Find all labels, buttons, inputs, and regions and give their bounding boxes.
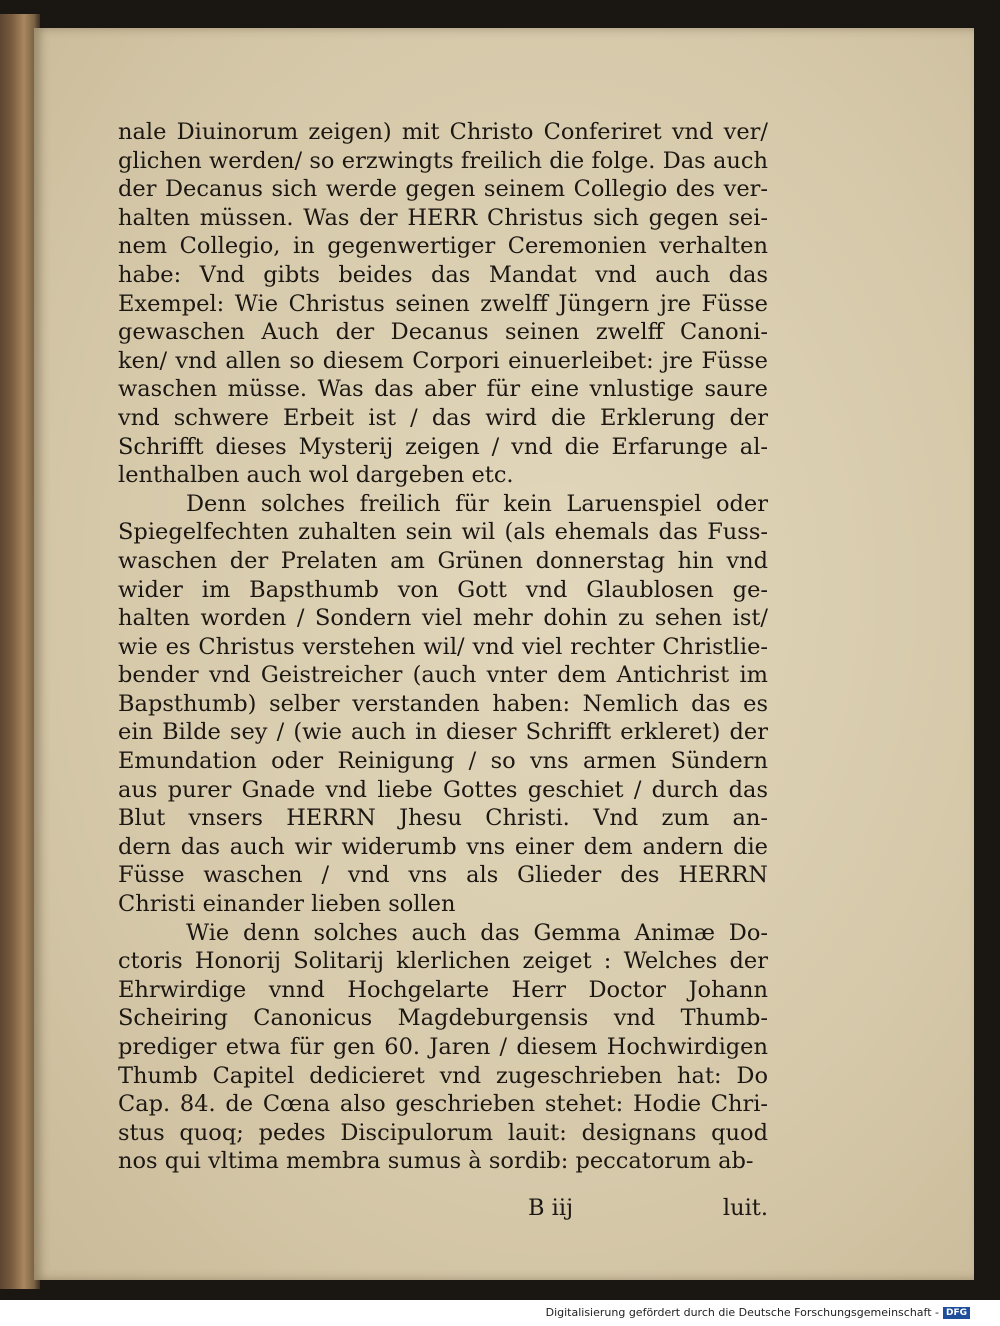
catchword: luit. [722, 1195, 768, 1221]
text-line: aus purer Gnade vnd liebe Gottes geschiet / durch das [118, 776, 768, 803]
text-line: Schrifft dieses Mysterij zeigen / vnd die Erfarunge al- [118, 433, 768, 460]
text-line: Ehrwirdige vnnd Hochgelarte Herr Doctor Johann [118, 976, 768, 1003]
text-line: Christi einander lieben sollen [118, 891, 456, 918]
text-line: Scheiring Canonicus Magdeburgensis vnd Thumb- [118, 1005, 768, 1032]
text-line: Thumb Capitel dedicieret vnd zugeschrieben hat: Do [118, 1062, 768, 1089]
text-line: halten müssen. Was der HERR Christus sich gegen sei- [118, 204, 768, 231]
text-line: habe: Vnd gibts beides das Mandat vnd auch das [118, 261, 768, 288]
page-text [118, 118, 768, 1176]
book-page [34, 28, 974, 1280]
text-line: ctoris Honorij Solitarij klerlichen zeiget : Welches der [118, 948, 768, 975]
text-line: nale Diuinorum zeigen) mit Christo Conferiret vnd ver/ [118, 119, 768, 145]
page-footer [118, 1195, 768, 1225]
text-line: Spiegelfechten zuhalten sein wil (als ehemals das Fuss- [118, 519, 768, 546]
text-line: wie es Christus verstehen wil/ vnd viel rechter Christlie- [118, 633, 768, 660]
text-line: waschen der Prelaten am Grünen donnerstag hin vnd [118, 547, 768, 574]
text-line: Denn solches freilich für kein Laruenspiel oder [186, 490, 768, 517]
text-line: Wie denn solches auch das Gemma Animæ Do- [186, 919, 768, 946]
text-line: ken/ vnd allen so diesem Corpori einuerleibet: jre Füsse [118, 347, 768, 374]
text-line: glichen werden/ so erzwingts freilich die folge. Das auch [118, 147, 768, 174]
dfg-logo: DFG [943, 1307, 970, 1319]
digitization-credit [546, 1306, 970, 1319]
text-line: halten worden / Sondern viel mehr dohin zu sehen ist/ [118, 605, 768, 632]
text-line: ein Bilde sey / (wie auch in dieser Schrifft erkleret) der [118, 719, 768, 746]
text-line: Blut vnsers HERRN Jhesu Christi. Vnd zum an- [118, 805, 768, 832]
text-line: lenthalben auch wol dargeben etc. [118, 462, 514, 489]
text-line: nos qui vltima membra sumus à sordib: peccatorum ab- [118, 1148, 754, 1175]
text-line: bender vnd Geistreicher (auch vnter dem Antichrist im [118, 662, 768, 689]
text-line: vnd schwere Erbeit ist / das wird die Erklerung der [118, 404, 768, 431]
text-line: wider im Bapsthumb von Gott vnd Glaublosen ge- [118, 576, 768, 603]
text-line: Füsse waschen / vnd vns als Glieder des HERRN [118, 862, 768, 889]
text-line: stus quoq; pedes Discipulorum lauit: designans quod [118, 1119, 768, 1146]
text-line: Exempel: Wie Christus seinen zwelff Jüngern jre Füsse [118, 290, 768, 317]
text-line: prediger etwa für gen 60. Jaren / diesem Hochwirdigen [118, 1034, 768, 1060]
text-line: Bapsthumb) selber verstanden haben: Nemlich das es [118, 690, 768, 717]
text-line: Emundation oder Reinigung / so vns armen Sündern [118, 748, 768, 775]
text-line: waschen müsse. Was das aber für eine vnlustige saure [118, 376, 768, 403]
text-line: der Decanus sich werde gegen seinem Collegio des ver- [118, 176, 768, 203]
credit-text: Digitalisierung gefördert durch die Deutsche Forschungsgemeinschaft - [545, 1306, 939, 1319]
text-line: nem Collegio, in gegenwertiger Ceremonien verhalten [118, 233, 768, 260]
text-line: gewaschen Auch der Decanus seinen zwelff Canoni- [118, 319, 768, 346]
text-line: Cap. 84. de Cœna also geschrieben stehet: Hodie Chri- [118, 1091, 768, 1118]
text-line: dern das auch wir widerumb vns einer dem andern die [118, 833, 768, 860]
signature-mark: B iij [528, 1195, 574, 1221]
